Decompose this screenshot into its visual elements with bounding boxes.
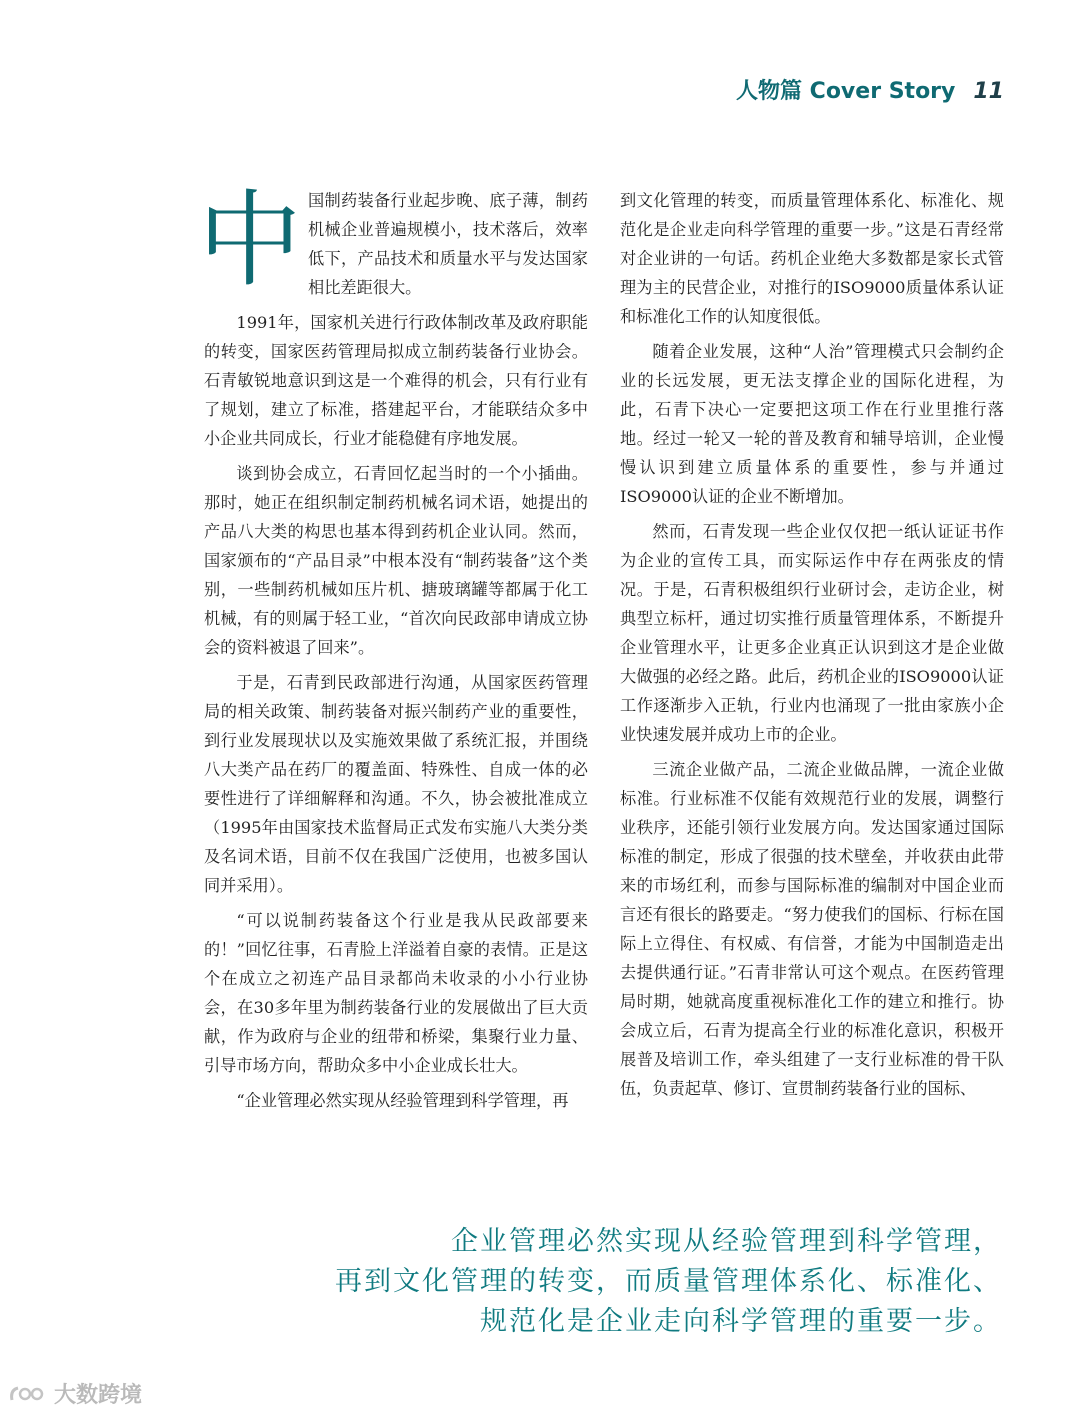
continuation-paragraph: 到文化管理的转变，而质量管理体系化、标准化、规范化是企业走向科学管理的重要一步。”这是石青经常对企业讲的一句话。药机企业绝大多数都是家长式管理为主的民营企业，对推行的ISO9000质量体系认证和标准化工作的认知度很低。: [620, 191, 1004, 326]
paragraph: 1991年，国家机关进行行政体制改革及政府职能的转变，国家医药管理局拟成立制药装备行业协会。石青敏锐地意识到这是一个难得的机会，只有行业有了规划，建立了标准，搭建起平台，才能联结众多中小企业共同成长，行业才能稳健有序地发展。: [204, 313, 588, 448]
section-title: 人物篇 Cover Story: [736, 79, 956, 104]
paragraph: 三流企业做产品，二流企业做品牌，一流企业做标准。行业标准不仅能有效规范行业的发展，调整行业秩序，还能引领行业发展方向。发达国家通过国际标准的制定，形成了很强的技术壁垒，并收获由此带来的市场红利，而参与国际标准的编制对中国企业而言还有很长的路要走。“努力使我们的国标、行标在国际上立得住、有权威、有信誉，才能为中国制造走出去提供通行证。”石青非常认可这个观点。在医药管理局时期，她就高度重视标准化工作的建立和推行。协会成立后，石青为提高全行业的标准化意识，积极开展普及培训工作，牵头组建了一支行业标准的骨干队伍，负责起草、修订、宣贯制药装备行业的国标、: [620, 760, 1004, 1098]
paragraph: “可以说制药装备这个行业是我从民政部要来的！”回忆往事，石青脸上洋溢着自豪的表情。正是这个在成立之初连产品目录都尚未收录的小小行业协会，在30多年里为制药装备行业的发展做出了巨大贡献，作为政府与企业的纽带和桥梁，集聚行业力量、引导市场方向，帮助众多中小企业成长壮大。: [204, 911, 588, 1075]
left-column: [198, 179, 588, 1121]
watermark-logo-icon: [8, 1382, 48, 1406]
pull-quote: [242, 1222, 1002, 1342]
drop-cap: 中: [198, 179, 303, 301]
right-column: [620, 186, 1004, 1109]
watermark-text: 大数跨境: [54, 1383, 143, 1408]
first-paragraph: 中国制药装备行业起步晚、底子薄，制药机械企业普遍规模小，技术落后，效率低下，产品技术和质量水平与发达国家相比差距很大。: [198, 179, 588, 301]
page-number: 11: [973, 79, 1004, 104]
pull-quote-line: 规范化是企业走向科学管理的重要一步。: [480, 1306, 1002, 1337]
paragraph: “企业管理必然实现从经验管理到科学管理，再: [236, 1091, 569, 1110]
pull-quote-line: 企业管理必然实现从经验管理到科学管理，: [451, 1226, 1002, 1257]
page-header: [736, 74, 1004, 105]
paragraph: 随着企业发展，这种“人治”管理模式只会制约企业的长远发展，更无法支撑企业的国际化进程，为此，石青下决心一定要把这项工作在行业里推行落地。经过一轮又一轮的普及教育和辅导培训，企业慢慢认识到建立质量体系的重要性，参与并通过ISO9000认证的企业不断增加。: [620, 342, 1004, 506]
paragraph: 于是，石青到民政部进行沟通，从国家医药管理局的相关政策、制药装备对振兴制药产业的重要性，到行业发展现状以及实施效果做了系统汇报，并围绕八大类产品在药厂的覆盖面、特殊性、自成一体的必要性进行了详细解释和沟通。不久，协会被批准成立（1995年由国家技术监督局正式发布实施八大类分类及名词术语，目前不仅在我国广泛使用，也被多国认同并采用）。: [204, 673, 588, 895]
watermark: [8, 1378, 142, 1409]
paragraph: 谈到协会成立，石青回忆起当时的一个小插曲。那时，她正在组织制定制药机械名词术语，她提出的产品八大类的构思也基本得到药机企业认同。然而，国家颁布的“产品目录”中根本没有“制药装备”这个类别，一些制药机械如压片机、搪玻璃罐等都属于化工机械，有的则属于轻工业，“首次向民政部申请成立协会的资料被退了回来”。: [204, 464, 588, 657]
pull-quote-line: 再到文化管理的转变，而质量管理体系化、标准化、: [335, 1266, 1002, 1297]
paragraph: 然而，石青发现一些企业仅仅把一纸认证证书作为企业的宣传工具，而实际运作中存在两张皮的情况。于是，石青积极组织行业研讨会，走访企业，树典型立标杆，通过切实推行质量管理体系，不断提升企业管理水平，让更多企业真正认识到这才是企业做大做强的必经之路。此后，药机企业的ISO9000认证工作逐渐步入正轨，行业内也涌现了一批由家族小企业快速发展并成功上市的企业。: [620, 522, 1004, 744]
